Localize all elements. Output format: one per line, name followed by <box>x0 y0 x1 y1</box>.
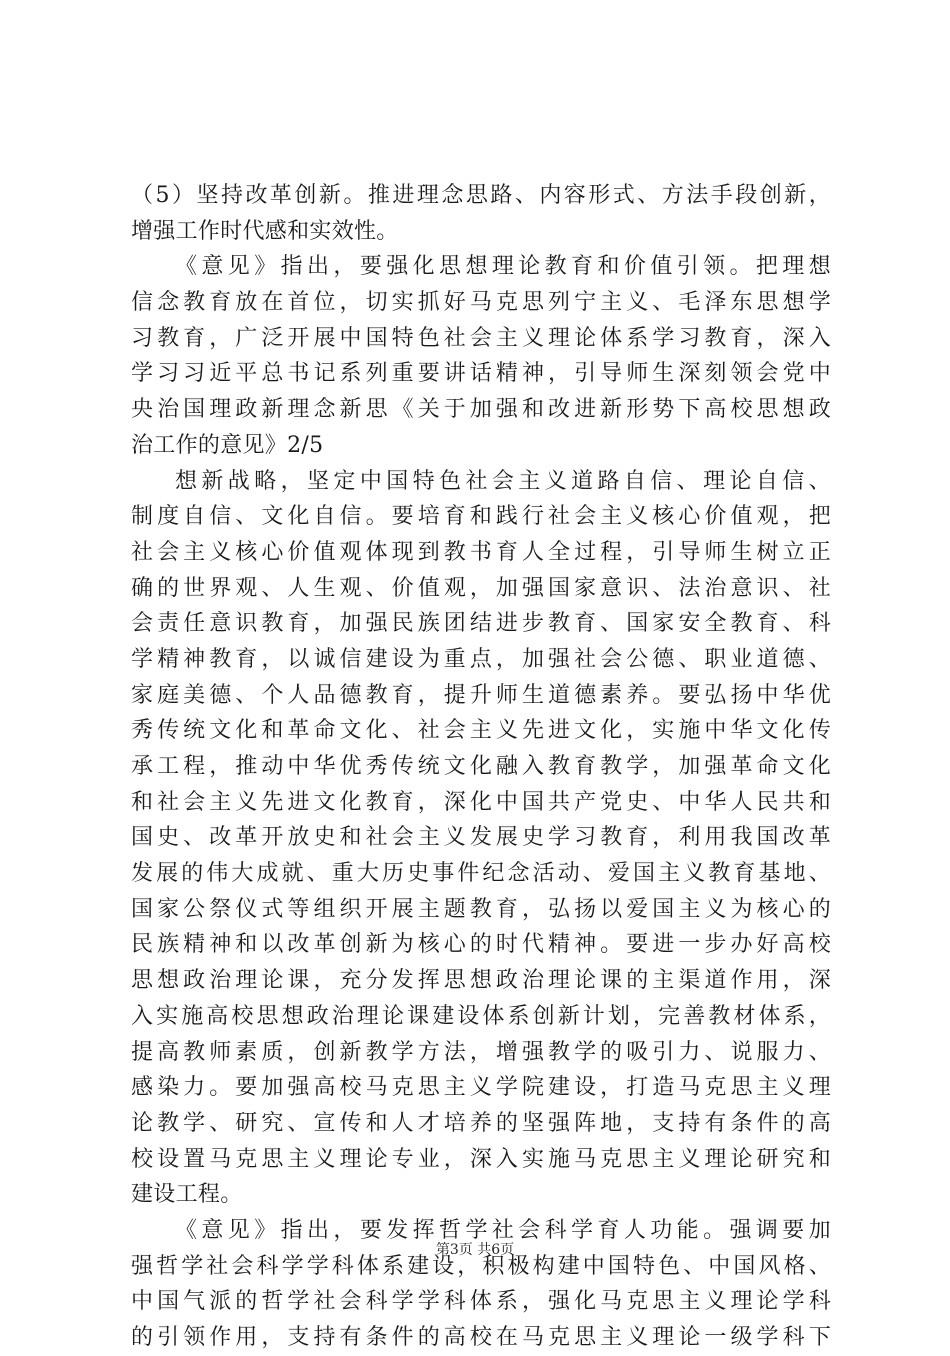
text-line: 治工作的意见》2/5 <box>131 432 324 458</box>
text-line: 民族精神和以改革创新为核心的时代精神。要进一步办好高校 <box>131 932 831 958</box>
text-line: （5）坚持改革创新。推进理念思路、内容形式、方法手段创新， <box>131 183 831 208</box>
text-line: 学精神教育，以诚信建设为重点，加强社会公德、职业道德、 <box>131 646 831 672</box>
text-line: 《意见》指出，要发挥哲学社会科学育人功能。强调要加 <box>175 1217 831 1243</box>
text-line: 的引领作用，支持有条件的高校在马克思主义理论一级学科下 <box>131 1325 831 1350</box>
text-line: 习教育，广泛开展中国特色社会主义理论体系学习教育，深入 <box>131 325 831 351</box>
text-line: 制度自信、文化自信。要培育和践行社会主义核心价值观，把 <box>131 504 831 530</box>
text-line: 想新战略，坚定中国特色社会主义道路自信、理论自信、 <box>175 468 831 494</box>
text-line: 央治国理政新理念新思《关于加强和改进新形势下高校思想政 <box>131 397 831 423</box>
text-line: 会责任意识教育，加强民族团结进步教育、国家安全教育、科 <box>131 611 831 637</box>
text-line: 发展的伟大成就、重大历史事件纪念活动、爱国主义教育基地、 <box>131 861 831 887</box>
text-line: 增强工作时代感和实效性。 <box>131 218 399 244</box>
text-line: 建设工程。 <box>131 1182 243 1208</box>
text-line: 强哲学社会科学学科体系建设，积极构建中国特色、中国风格、 <box>131 1253 831 1279</box>
text-line: 论教学、研究、宣传和人才培养的坚强阵地，支持有条件的高 <box>131 1110 831 1136</box>
text-line: 和社会主义先进文化教育，深化中国共产党史、中华人民共和 <box>131 789 831 815</box>
page-footer: 第3页 共6页 <box>435 1242 515 1258</box>
text-line: 入实施高校思想政治理论课建设体系创新计划，完善教材体系， <box>131 1003 831 1029</box>
text-line: 信念教育放在首位，切实抓好马克思列宁主义、毛泽东思想学 <box>131 290 831 316</box>
body-text <box>131 178 831 1356</box>
text-line: 承工程，推动中华优秀传统文化融入教育教学，加强革命文化 <box>131 754 831 779</box>
text-line: 国家公祭仪式等组织开展主题教育，弘扬以爱国主义为核心的 <box>131 896 831 922</box>
text-line: 校设置马克思主义理论专业，深入实施马克思主义理论研究和 <box>131 1146 831 1172</box>
text-line: 学习习近平总书记系列重要讲话精神，引导师生深刻领会党中 <box>131 361 831 387</box>
text-line: 提高教师素质，创新教学方法，增强教学的吸引力、说服力、 <box>131 1039 831 1065</box>
text-line: 感染力。要加强高校马克思主义学院建设，打造马克思主义理 <box>131 1075 831 1101</box>
text-line: 社会主义核心价值观体现到教书育人全过程，引导师生树立正 <box>131 539 831 565</box>
text-line: 国史、改革开放史和社会主义发展史学习教育，利用我国改革 <box>131 825 831 851</box>
text-line: 中国气派的哲学社会科学学科体系，强化马克思主义理论学科 <box>131 1289 831 1315</box>
text-line: 《意见》指出，要强化思想理论教育和价值引领。把理想 <box>175 254 831 280</box>
text-line: 秀传统文化和革命文化、社会主义先进文化，实施中华文化传 <box>131 718 831 744</box>
text-line: 家庭美德、个人品德教育，提升师生道德素养。要弘扬中华优 <box>131 682 831 708</box>
text-line: 确的世界观、人生观、价值观，加强国家意识、法治意识、社 <box>131 575 831 601</box>
text-line: 思想政治理论课，充分发挥思想政治理论课的主渠道作用，深 <box>131 968 831 994</box>
